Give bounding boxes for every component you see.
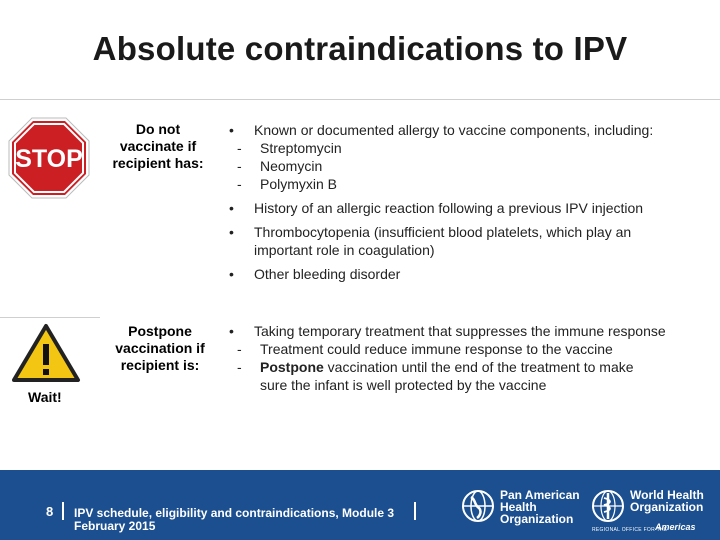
paho-logo-text: Pan American Health Organization xyxy=(500,488,580,526)
stop-sign-icon xyxy=(8,117,90,199)
page-title: Absolute contraindications to IPV xyxy=(92,30,628,67)
label-line: Postpone xyxy=(128,323,192,339)
sub-item: - Postpone vaccination until the end of the treatment to make sure the infant is well protected by the vaccine xyxy=(237,359,634,393)
paho-globe-icon xyxy=(460,488,496,529)
dash-icon: - xyxy=(237,158,242,174)
who-emblem-icon xyxy=(590,488,626,529)
postpone-list xyxy=(229,322,709,394)
dash-icon: - xyxy=(237,341,242,357)
who-logo-text: World Health Organization xyxy=(630,488,704,514)
bullet-icon: • xyxy=(229,266,234,282)
stop-sign-text: STOP xyxy=(15,145,83,173)
page-number: 8 xyxy=(46,504,54,519)
who-regional-office-text: REGIONAL OFFICE FOR THE xyxy=(592,527,668,533)
label-line: Do not xyxy=(135,121,181,137)
label-line: vaccination if xyxy=(115,340,205,356)
wait-label: Wait! xyxy=(28,389,62,405)
bullet-icon: • xyxy=(229,224,234,240)
dash-icon: - xyxy=(237,359,242,375)
footer-separator xyxy=(62,502,64,520)
do-not-vaccinate-label xyxy=(98,121,218,172)
bullet-icon: • xyxy=(229,200,234,216)
footer-caption: IPV schedule, eligibility and contraindications, Module 3 February 2015 xyxy=(74,506,395,533)
list-item: • Thrombocytopenia (insufficient blood platelets, which play an important role in coagulation) xyxy=(229,224,632,258)
bullet-icon: • xyxy=(229,122,234,138)
label-line: recipient is: xyxy=(120,357,200,373)
footer-separator xyxy=(414,502,416,520)
bullet-icon: • xyxy=(229,323,234,339)
list-item: • Other bleeding disorder xyxy=(229,266,401,282)
americas-text: Americas xyxy=(655,522,696,532)
label-line: vaccinate if xyxy=(119,138,197,154)
list-item: • History of an allergic reaction following a previous IPV injection xyxy=(229,200,644,216)
sub-item: - Streptomycin xyxy=(237,140,342,156)
dash-icon: - xyxy=(237,140,242,156)
list-item: • Known or documented allergy to vaccine components, including: xyxy=(229,122,654,138)
postpone-vaccination-label xyxy=(100,323,220,374)
dash-icon: - xyxy=(237,176,242,192)
do-not-vaccinate-list xyxy=(229,121,704,283)
sub-item: - Neomycin xyxy=(237,158,323,174)
warning-sign-icon xyxy=(10,322,82,384)
middle-divider xyxy=(0,317,100,318)
sub-item: - Treatment could reduce immune response to the vaccine xyxy=(237,341,613,357)
footer xyxy=(0,470,720,540)
list-item: • Taking temporary treatment that suppresses the immune response xyxy=(229,323,666,339)
label-line: recipient has: xyxy=(112,155,204,171)
top-divider xyxy=(0,99,720,100)
sub-item: - Polymyxin B xyxy=(237,176,338,192)
